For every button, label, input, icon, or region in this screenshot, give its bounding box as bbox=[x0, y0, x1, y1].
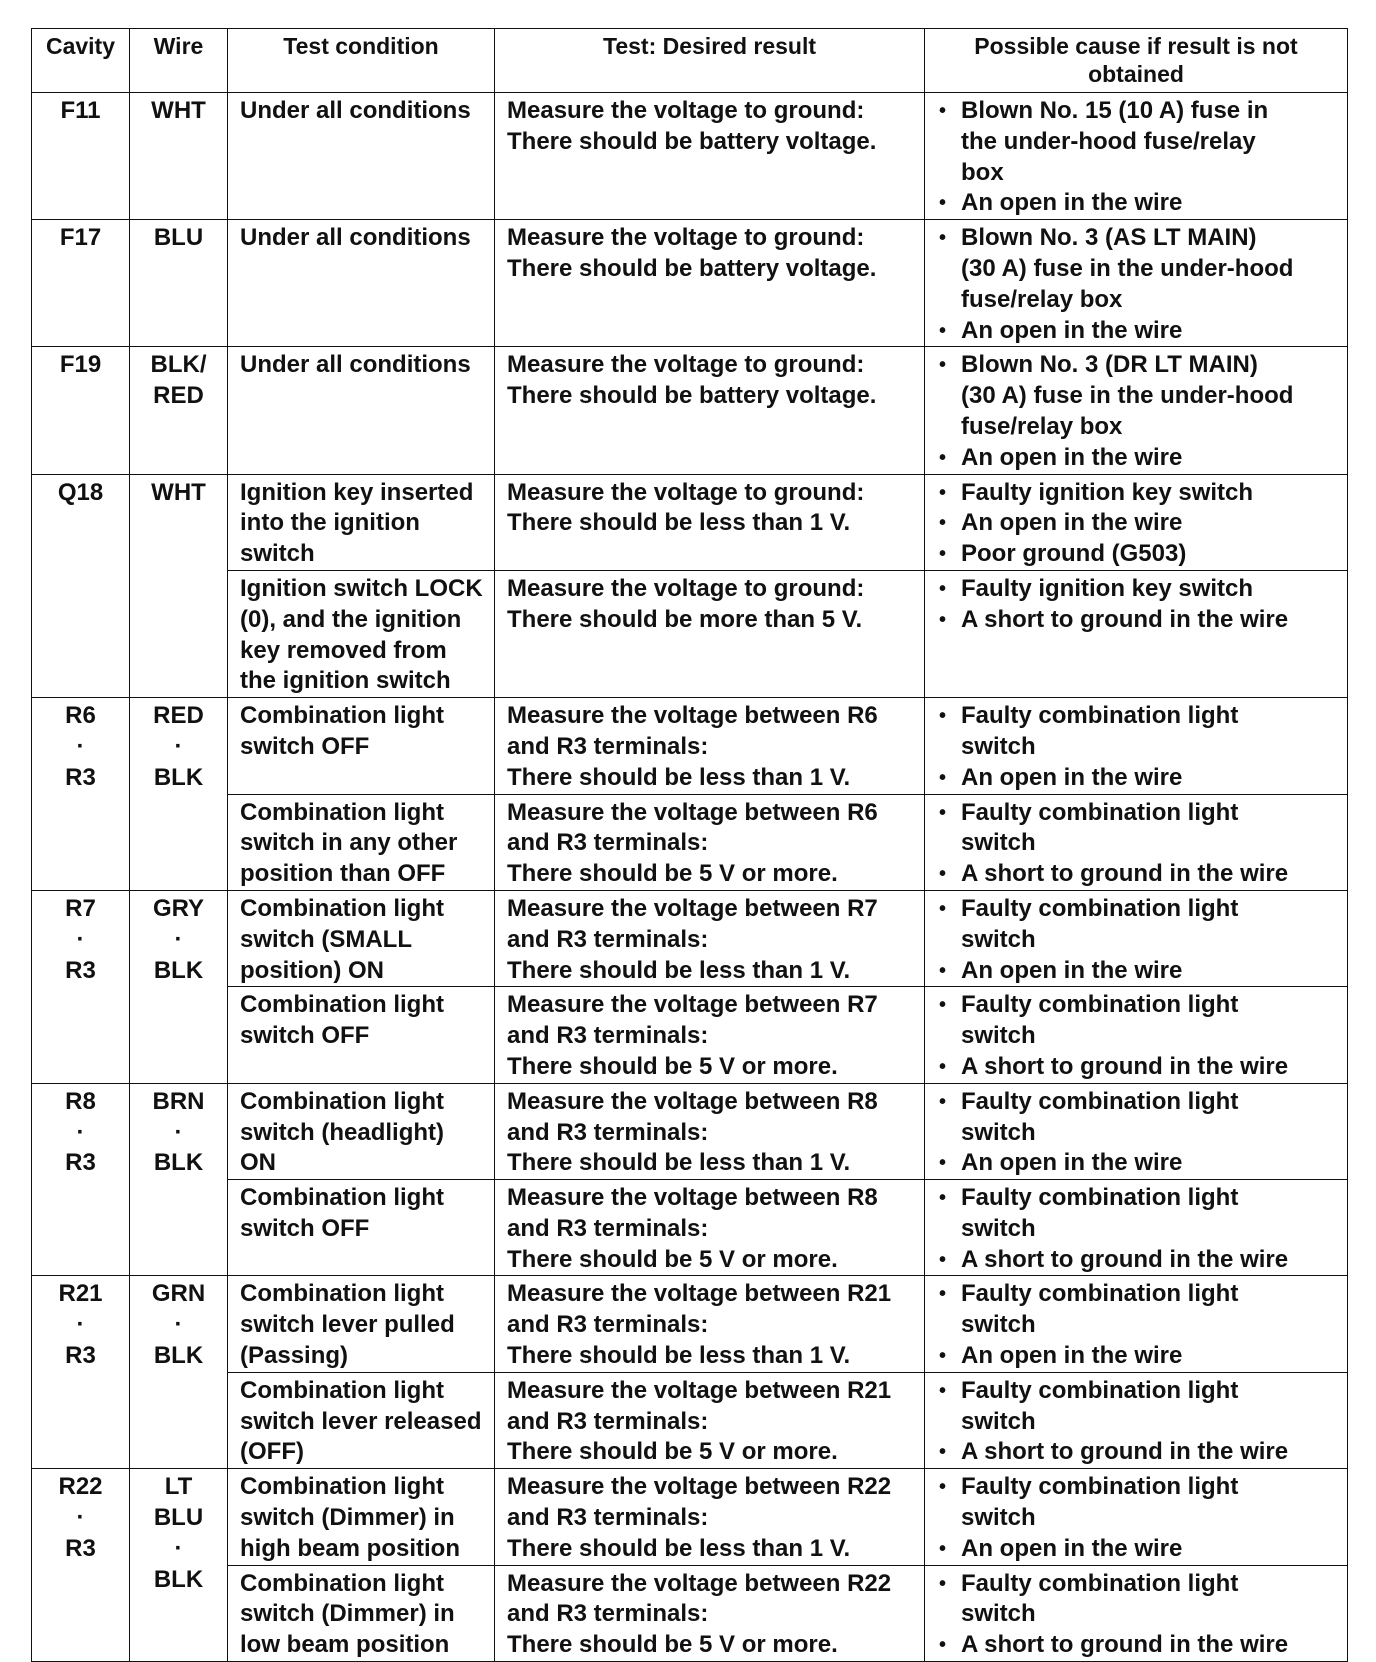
wire-cell bbox=[130, 347, 228, 474]
condition-line: Combination light bbox=[240, 702, 444, 730]
wire-cell bbox=[130, 698, 228, 891]
table-row bbox=[32, 347, 1348, 474]
wire-cell bbox=[130, 93, 228, 220]
possible-cause-cell bbox=[925, 220, 1348, 347]
condition-line: switch (Dimmer) in bbox=[240, 1600, 455, 1628]
result-line: Measure the voltage between R21 bbox=[507, 1280, 892, 1308]
cause-bullet bbox=[933, 1052, 1343, 1083]
cavity-line: Q18 bbox=[57, 478, 104, 506]
header-possible-cause: Possible cause if result is not obtained bbox=[925, 29, 1348, 93]
result-line: Measure the voltage between R7 bbox=[507, 991, 878, 1019]
cause-line: • A short to ground in the wire bbox=[961, 605, 1289, 633]
result-line: Measure the voltage between R21 bbox=[507, 1376, 892, 1404]
wire-line: RED bbox=[153, 702, 204, 730]
cause-bullet bbox=[933, 701, 1343, 763]
cause-bullet bbox=[933, 574, 1343, 605]
condition-line: high beam position bbox=[240, 1534, 460, 1562]
cavity-line: · bbox=[76, 925, 85, 953]
cause-line: • Faulty combination light bbox=[961, 991, 1239, 1019]
table-row bbox=[32, 1469, 1348, 1565]
cause-line: (30 A) fuse in the under-hood bbox=[961, 382, 1294, 410]
cause-bullet bbox=[933, 223, 1343, 315]
header-wire: Wire bbox=[130, 29, 228, 93]
cavity-cell bbox=[32, 1469, 130, 1662]
cause-line: • Blown No. 3 (DR LT MAIN) bbox=[961, 351, 1258, 379]
cause-bullet bbox=[933, 763, 1343, 794]
possible-cause-cell bbox=[925, 890, 1348, 986]
cause-line: • An open in the wire bbox=[961, 1534, 1183, 1562]
desired-result-cell bbox=[495, 93, 925, 220]
result-line: Measure the voltage to ground: bbox=[507, 97, 865, 124]
result-line: There should be battery voltage. bbox=[507, 382, 877, 410]
cause-line: • An open in the wire bbox=[961, 1342, 1183, 1370]
wire-line: WHT bbox=[151, 97, 206, 124]
header-desired-result: Test: Desired result bbox=[495, 29, 925, 93]
cause-bullet bbox=[933, 990, 1343, 1052]
troubleshooting-table bbox=[31, 28, 1348, 1662]
result-line: There should be 5 V or more. bbox=[507, 1052, 838, 1080]
cause-line: fuse/relay box bbox=[961, 285, 1123, 313]
condition-line: Under all conditions bbox=[240, 351, 471, 379]
possible-cause-cell bbox=[925, 698, 1348, 794]
cavity-line: R3 bbox=[65, 956, 96, 984]
cause-bullet bbox=[933, 1148, 1343, 1179]
desired-result-cell bbox=[495, 1469, 925, 1565]
cause-line: • Blown No. 15 (10 A) fuse in bbox=[961, 97, 1269, 124]
table-row bbox=[32, 698, 1348, 794]
test-condition-cell bbox=[228, 890, 495, 986]
wire-line: RED bbox=[153, 382, 204, 410]
cavity-line: R6 bbox=[65, 702, 96, 730]
wire-line: BRN bbox=[152, 1087, 205, 1115]
cavity-cell bbox=[32, 474, 130, 698]
possible-cause-cell bbox=[925, 794, 1348, 890]
result-line: and R3 terminals: bbox=[507, 1311, 709, 1339]
cavity-cell bbox=[32, 347, 130, 474]
table-row bbox=[32, 1276, 1348, 1372]
test-condition-cell bbox=[228, 698, 495, 794]
document-page bbox=[31, 28, 1347, 1662]
cause-line: switch bbox=[961, 1407, 1036, 1435]
desired-result-cell bbox=[495, 474, 925, 570]
desired-result-cell bbox=[495, 1372, 925, 1468]
table-row bbox=[32, 1180, 1348, 1276]
cause-line: • Faulty combination light bbox=[961, 1280, 1239, 1308]
cavity-cell bbox=[32, 1276, 130, 1469]
cause-line: • An open in the wire bbox=[961, 443, 1183, 471]
result-line: Measure the voltage between R8 bbox=[507, 1184, 878, 1212]
cause-line: • Faulty ignition key switch bbox=[961, 574, 1254, 602]
cause-bullet bbox=[933, 96, 1343, 188]
cause-line: switch bbox=[961, 1022, 1036, 1050]
cause-line: • Faulty combination light bbox=[961, 798, 1239, 826]
cause-bullet bbox=[933, 605, 1343, 636]
table-row bbox=[32, 93, 1348, 220]
result-line: There should be more than 5 V. bbox=[507, 605, 863, 633]
cavity-line: R3 bbox=[65, 1534, 96, 1562]
cause-line: • Faulty combination light bbox=[961, 1184, 1239, 1212]
wire-line: · bbox=[174, 925, 183, 953]
cause-bullet bbox=[933, 1569, 1343, 1631]
test-condition-cell bbox=[228, 347, 495, 474]
cavity-line: R7 bbox=[65, 894, 96, 922]
result-line: There should be less than 1 V. bbox=[507, 1534, 851, 1562]
condition-line: Combination light bbox=[240, 1376, 444, 1404]
cause-bullet bbox=[933, 478, 1343, 509]
test-condition-cell bbox=[228, 1083, 495, 1179]
table-row bbox=[32, 1083, 1348, 1179]
cavity-line: · bbox=[76, 1118, 85, 1146]
cause-line: • An open in the wire bbox=[961, 509, 1183, 537]
condition-line: switch OFF bbox=[240, 732, 370, 760]
result-line: There should be 5 V or more. bbox=[507, 1438, 838, 1466]
cavity-line: F17 bbox=[59, 224, 102, 252]
result-line: There should be 5 V or more. bbox=[507, 1631, 838, 1659]
condition-line: Combination light bbox=[240, 1087, 444, 1115]
result-line: There should be less than 1 V. bbox=[507, 1342, 851, 1370]
cause-line: fuse/relay box bbox=[961, 412, 1123, 440]
table-row bbox=[32, 794, 1348, 890]
wire-line: BLK/ bbox=[150, 351, 207, 379]
desired-result-cell bbox=[495, 347, 925, 474]
possible-cause-cell bbox=[925, 1565, 1348, 1661]
wire-line: BLK bbox=[153, 1149, 204, 1177]
condition-line: switch OFF bbox=[240, 1022, 370, 1050]
desired-result-cell bbox=[495, 987, 925, 1083]
result-line: and R3 terminals: bbox=[507, 732, 709, 760]
desired-result-cell bbox=[495, 1180, 925, 1276]
condition-line: Ignition key inserted bbox=[240, 478, 474, 506]
header-cavity: Cavity bbox=[32, 29, 130, 93]
cavity-line: R22 bbox=[58, 1473, 103, 1501]
condition-line: position) ON bbox=[240, 956, 384, 984]
cause-line: (30 A) fuse in the under-hood bbox=[961, 254, 1294, 282]
cavity-line: R8 bbox=[65, 1087, 96, 1115]
cause-bullet bbox=[933, 859, 1343, 890]
condition-line: Combination light bbox=[240, 894, 444, 922]
cavity-cell bbox=[32, 1083, 130, 1276]
wire-cell bbox=[130, 890, 228, 1083]
table-row bbox=[32, 987, 1348, 1083]
condition-line: switch (headlight) bbox=[240, 1118, 444, 1146]
wire-line: BLK bbox=[153, 1565, 204, 1593]
test-condition-cell bbox=[228, 987, 495, 1083]
wire-cell bbox=[130, 474, 228, 698]
result-line: There should be less than 1 V. bbox=[507, 1149, 851, 1177]
cause-bullet bbox=[933, 539, 1343, 570]
cause-line: • Faulty combination light bbox=[961, 1376, 1239, 1404]
cause-bullet bbox=[933, 1630, 1343, 1661]
cause-bullet bbox=[933, 1245, 1343, 1276]
desired-result-cell bbox=[495, 570, 925, 697]
cavity-line: R21 bbox=[58, 1280, 103, 1308]
cause-line: • Poor ground (G503) bbox=[961, 540, 1187, 568]
table-row bbox=[32, 1565, 1348, 1661]
cause-bullet bbox=[933, 1376, 1343, 1438]
result-line: Measure the voltage to ground: bbox=[507, 478, 865, 506]
result-line: and R3 terminals: bbox=[507, 1407, 709, 1435]
result-line: Measure the voltage to ground: bbox=[507, 351, 865, 379]
possible-cause-cell bbox=[925, 1372, 1348, 1468]
test-condition-cell bbox=[228, 93, 495, 220]
cause-line: switch bbox=[961, 1504, 1036, 1532]
condition-line: low beam position bbox=[240, 1631, 450, 1659]
result-line: There should be less than 1 V. bbox=[507, 763, 851, 791]
cavity-line: F19 bbox=[59, 351, 102, 379]
cause-bullet bbox=[933, 1437, 1343, 1468]
condition-line: Combination light bbox=[240, 798, 444, 826]
possible-cause-cell bbox=[925, 93, 1348, 220]
test-condition-cell bbox=[228, 1276, 495, 1372]
cause-bullet bbox=[933, 894, 1343, 956]
cause-line: • A short to ground in the wire bbox=[961, 1438, 1289, 1466]
possible-cause-cell bbox=[925, 347, 1348, 474]
wire-line: BLU bbox=[153, 1504, 204, 1532]
test-condition-cell bbox=[228, 570, 495, 697]
possible-cause-cell bbox=[925, 1276, 1348, 1372]
result-line: There should be less than 1 V. bbox=[507, 509, 851, 537]
table-row bbox=[32, 1372, 1348, 1468]
condition-line: ON bbox=[240, 1149, 276, 1177]
condition-line: switch lever released bbox=[240, 1407, 482, 1435]
wire-line: GRN bbox=[151, 1280, 206, 1308]
cause-line: box bbox=[961, 158, 1004, 186]
cavity-cell bbox=[32, 698, 130, 891]
condition-line: (OFF) bbox=[240, 1438, 304, 1466]
cause-bullet bbox=[933, 508, 1343, 539]
result-line: Measure the voltage to ground: bbox=[507, 574, 865, 602]
table-body bbox=[32, 93, 1348, 1662]
condition-line: Combination light bbox=[240, 1569, 444, 1597]
cause-line: • An open in the wire bbox=[961, 189, 1183, 217]
cavity-line: R3 bbox=[65, 763, 96, 791]
wire-line: WHT bbox=[151, 478, 206, 506]
result-line: and R3 terminals: bbox=[507, 1118, 709, 1146]
cause-line: • Faulty combination light bbox=[961, 702, 1239, 730]
cavity-line: F11 bbox=[60, 97, 101, 124]
test-condition-cell bbox=[228, 1469, 495, 1565]
cause-line: • A short to ground in the wire bbox=[961, 1052, 1289, 1080]
wire-line: · bbox=[174, 1534, 183, 1562]
wire-line: · bbox=[174, 1118, 183, 1146]
cause-line: • An open in the wire bbox=[961, 316, 1183, 344]
wire-line: BLU bbox=[153, 224, 204, 252]
possible-cause-cell bbox=[925, 570, 1348, 697]
wire-cell bbox=[130, 1276, 228, 1469]
wire-line: BLK bbox=[153, 956, 204, 984]
result-line: There should be battery voltage. bbox=[507, 254, 877, 282]
cause-line: • Faulty combination light bbox=[961, 1569, 1239, 1597]
result-line: and R3 terminals: bbox=[507, 1214, 709, 1242]
result-line: and R3 terminals: bbox=[507, 1600, 709, 1628]
condition-line: Combination light bbox=[240, 1280, 444, 1308]
cause-bullet bbox=[933, 1087, 1343, 1149]
header-test-condition: Test condition bbox=[228, 29, 495, 93]
cavity-line: · bbox=[76, 732, 85, 760]
condition-line: switch OFF bbox=[240, 1214, 370, 1242]
header-row bbox=[32, 29, 1348, 93]
cause-bullet bbox=[933, 1534, 1343, 1565]
result-line: and R3 terminals: bbox=[507, 1022, 709, 1050]
table-row bbox=[32, 570, 1348, 697]
wire-cell bbox=[130, 220, 228, 347]
cause-bullet bbox=[933, 188, 1343, 219]
condition-line: position than OFF bbox=[240, 860, 446, 888]
result-line: Measure the voltage between R8 bbox=[507, 1087, 878, 1115]
wire-cell bbox=[130, 1469, 228, 1662]
cause-bullet bbox=[933, 798, 1343, 860]
result-line: Measure the voltage to ground: bbox=[507, 224, 865, 252]
wire-line: · bbox=[174, 1311, 183, 1339]
cause-line: switch bbox=[961, 925, 1036, 953]
table-row bbox=[32, 474, 1348, 570]
result-line: and R3 terminals: bbox=[507, 829, 709, 857]
cause-line: the under-hood fuse/relay bbox=[961, 127, 1256, 155]
result-line: Measure the voltage between R7 bbox=[507, 894, 878, 922]
condition-line: into the ignition bbox=[240, 509, 420, 537]
cavity-cell bbox=[32, 220, 130, 347]
result-line: Measure the voltage between R22 bbox=[507, 1569, 892, 1597]
cause-bullet bbox=[933, 1341, 1343, 1372]
cause-line: • Blown No. 3 (AS LT MAIN) bbox=[961, 224, 1257, 252]
condition-line: (Passing) bbox=[240, 1342, 349, 1370]
wire-line: GRY bbox=[152, 894, 205, 922]
wire-cell bbox=[130, 1083, 228, 1276]
wire-line: BLK bbox=[153, 1342, 204, 1370]
result-line: There should be less than 1 V. bbox=[507, 956, 851, 984]
cause-bullet bbox=[933, 443, 1343, 474]
cause-line: • Faulty combination light bbox=[961, 1087, 1239, 1115]
cause-bullet bbox=[933, 316, 1343, 347]
condition-line: key removed from bbox=[240, 636, 447, 664]
cause-line: • Faulty combination light bbox=[961, 894, 1239, 922]
result-line: Measure the voltage between R22 bbox=[507, 1473, 892, 1501]
cause-line: • A short to ground in the wire bbox=[961, 860, 1289, 888]
cavity-line: R3 bbox=[65, 1149, 96, 1177]
result-line: There should be 5 V or more. bbox=[507, 860, 838, 888]
desired-result-cell bbox=[495, 1276, 925, 1372]
possible-cause-cell bbox=[925, 1469, 1348, 1565]
possible-cause-cell bbox=[925, 1083, 1348, 1179]
cause-line: switch bbox=[961, 732, 1036, 760]
table-row bbox=[32, 220, 1348, 347]
condition-line: Under all conditions bbox=[240, 224, 471, 252]
cause-bullet bbox=[933, 1183, 1343, 1245]
cause-bullet bbox=[933, 1472, 1343, 1534]
possible-cause-cell bbox=[925, 987, 1348, 1083]
test-condition-cell bbox=[228, 1565, 495, 1661]
condition-line: (0), and the ignition bbox=[240, 605, 462, 633]
desired-result-cell bbox=[495, 1083, 925, 1179]
cause-line: • Faulty ignition key switch bbox=[961, 478, 1254, 506]
condition-line: Combination light bbox=[240, 991, 444, 1019]
cause-bullet bbox=[933, 350, 1343, 442]
result-line: There should be battery voltage. bbox=[507, 127, 877, 155]
result-line: Measure the voltage between R6 bbox=[507, 798, 878, 826]
cavity-line: · bbox=[76, 1311, 85, 1339]
test-condition-cell bbox=[228, 1372, 495, 1468]
wire-line: LT bbox=[164, 1473, 193, 1501]
possible-cause-cell bbox=[925, 1180, 1348, 1276]
cavity-cell bbox=[32, 890, 130, 1083]
table-row bbox=[32, 890, 1348, 986]
result-line: and R3 terminals: bbox=[507, 925, 709, 953]
cavity-cell bbox=[32, 93, 130, 220]
wire-line: BLK bbox=[153, 763, 204, 791]
result-line: and R3 terminals: bbox=[507, 1504, 709, 1532]
cause-line: switch bbox=[961, 1214, 1036, 1242]
cause-bullet bbox=[933, 956, 1343, 987]
desired-result-cell bbox=[495, 1565, 925, 1661]
condition-line: switch bbox=[240, 540, 315, 568]
cause-line: switch bbox=[961, 1118, 1036, 1146]
cause-line: switch bbox=[961, 829, 1036, 857]
condition-line: Ignition switch LOCK bbox=[240, 574, 483, 602]
desired-result-cell bbox=[495, 698, 925, 794]
condition-line: switch in any other bbox=[240, 829, 458, 857]
cause-line: switch bbox=[961, 1311, 1036, 1339]
test-condition-cell bbox=[228, 794, 495, 890]
wire-line: · bbox=[174, 732, 183, 760]
condition-line: switch lever pulled bbox=[240, 1311, 455, 1339]
condition-line: Under all conditions bbox=[240, 97, 471, 124]
cavity-line: R3 bbox=[65, 1342, 96, 1370]
cause-line: • An open in the wire bbox=[961, 956, 1183, 984]
cause-line: • Faulty combination light bbox=[961, 1473, 1239, 1501]
cause-line: switch bbox=[961, 1600, 1036, 1628]
cause-line: • An open in the wire bbox=[961, 763, 1183, 791]
cause-line: • A short to ground in the wire bbox=[961, 1631, 1289, 1659]
desired-result-cell bbox=[495, 794, 925, 890]
condition-line: switch (SMALL bbox=[240, 925, 412, 953]
desired-result-cell bbox=[495, 220, 925, 347]
desired-result-cell bbox=[495, 890, 925, 986]
condition-line: Combination light bbox=[240, 1473, 444, 1501]
test-condition-cell bbox=[228, 220, 495, 347]
condition-line: Combination light bbox=[240, 1184, 444, 1212]
condition-line: switch (Dimmer) in bbox=[240, 1504, 455, 1532]
cause-line: • An open in the wire bbox=[961, 1149, 1183, 1177]
test-condition-cell bbox=[228, 1180, 495, 1276]
result-line: Measure the voltage between R6 bbox=[507, 702, 878, 730]
condition-line: the ignition switch bbox=[240, 667, 451, 695]
cause-bullet bbox=[933, 1279, 1343, 1341]
test-condition-cell bbox=[228, 474, 495, 570]
possible-cause-cell bbox=[925, 474, 1348, 570]
result-line: There should be 5 V or more. bbox=[507, 1245, 838, 1273]
cavity-line: · bbox=[76, 1504, 85, 1532]
cause-line: • A short to ground in the wire bbox=[961, 1245, 1289, 1273]
